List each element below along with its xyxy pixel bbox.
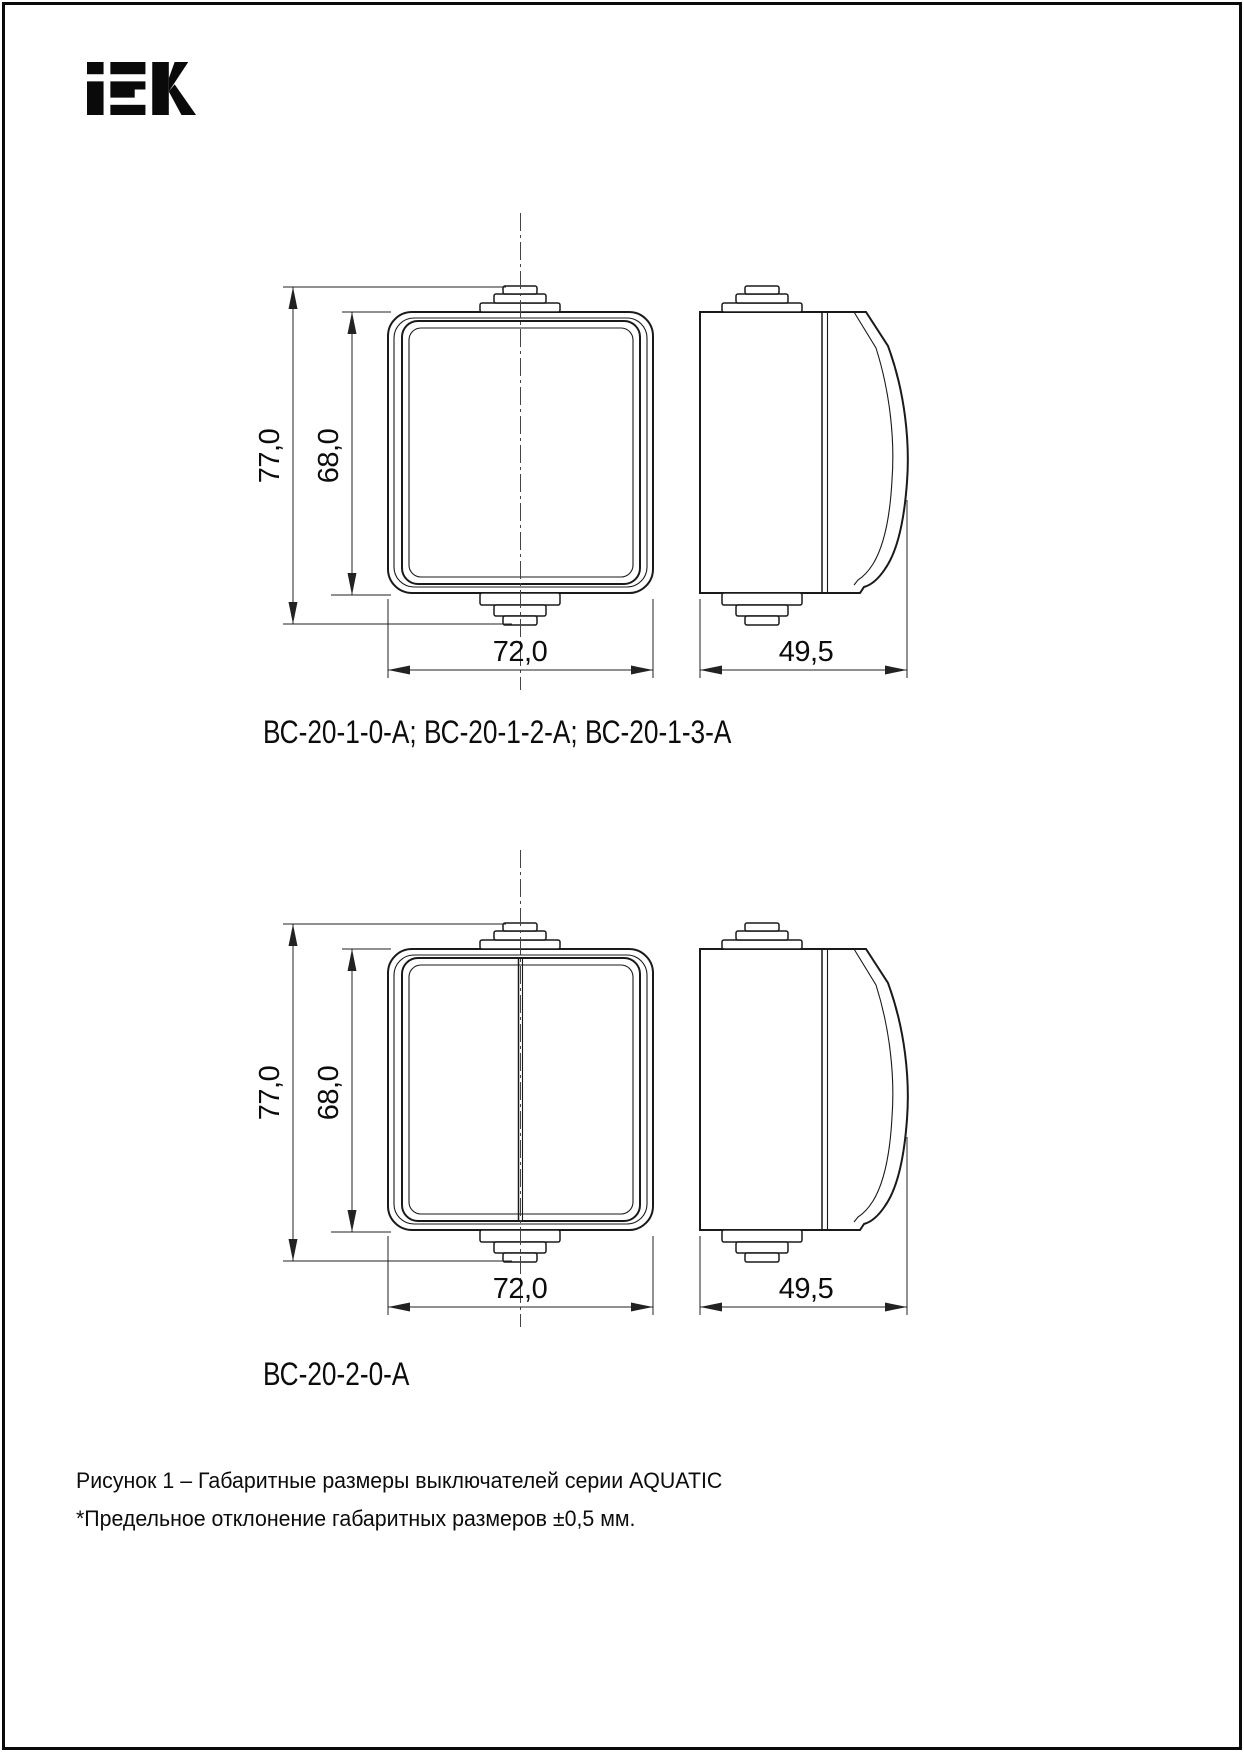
figure-caption-line1: Рисунок 1 – Габаритные размеры выключателей серии AQUATIC [76,1468,723,1493]
fig1-dim-body-height: 68,0 [313,428,345,484]
fig2-dim-total-height: 77,0 [254,1065,286,1121]
figure-caption-line2: *Предельное отклонение габаритных размеров ±0,5 мм. [76,1506,636,1531]
fig2-dim-body-height: 68,0 [313,1065,345,1121]
fig1-dim-body-width: 72,0 [492,636,548,668]
figure2-drawing [254,850,908,1327]
fig2-dim-depth: 49,5 [778,1273,834,1305]
figure1-models-label: ВС-20-1-0-А; ВС-20-1-2-А; ВС-20-1-3-А [263,714,732,750]
fig1-dim-total-height: 77,0 [254,428,286,484]
fig1-dim-depth: 49,5 [778,636,834,668]
fig2-dim-body-width: 72,0 [492,1273,548,1305]
figure2-models-label: ВС-20-2-0-А [263,1356,410,1392]
figure1-drawing [254,213,908,690]
